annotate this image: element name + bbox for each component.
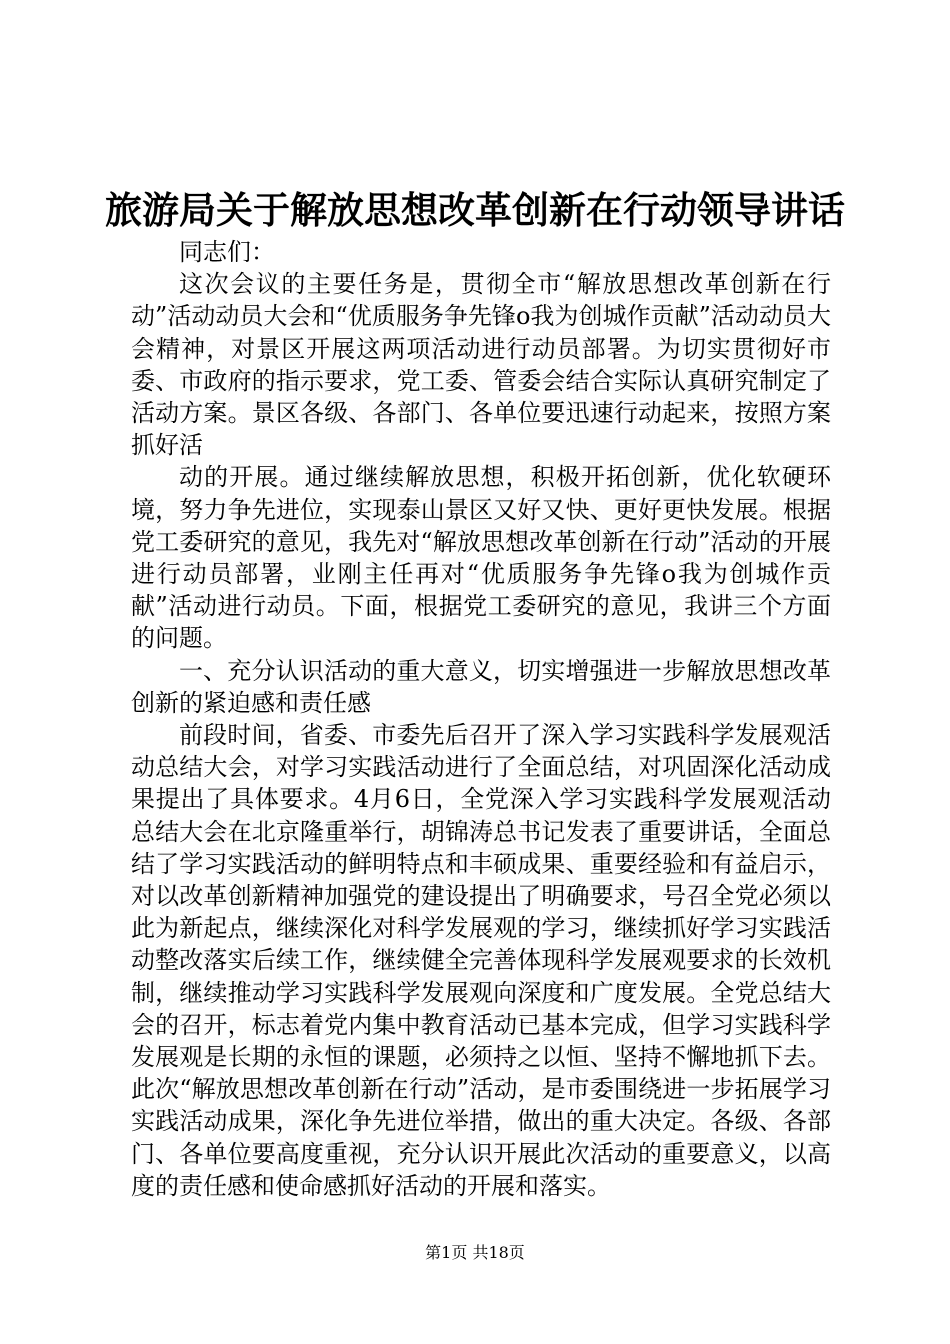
document-title: 旅游局关于解放思想改革创新在行动领导讲话 (105, 188, 845, 232)
body-paragraph: 动的开展。通过继续解放思想，积极开拓创新，优化软硬环境，努力争先进位，实现泰山景区又好又快、更好更快发展。根据党工委研究的意见，我先对“解放思想改革创新在行动”活动的开展进行动员部署，业刚主任再对“优质服务争先锋o我为创城作贡献”活动进行动员。下面，根据党工委研究的意见，我讲三个方面的问题。 (131, 463, 831, 653)
page-number-footer: 第1页 共18页 (425, 1243, 525, 1262)
salutation-paragraph: 同志们： (179, 238, 275, 266)
body-paragraph: 前段时间，省委、市委先后召开了深入学习实践科学发展观活动总结大会，对学习实践活动进行了全面总结，对巩固深化活动成果提出了具体要求。4月6日，全党深入学习实践科学发展观活动总结大会在北京隆重举行，胡锦涛总书记发表了重要讲话，全面总结了学习实践活动的鲜明特点和丰硕成果、重要经验和有益启示，对以改革创新精神加强党的建设提出了明确要求，号召全党必须以此为新起点，继续深化对科学发展观的学习，继续抓好学习实践活动整改落实后续工作，继续健全完善体现科学发展观要求的长效机制，继续推动学习实践科学发展观向深度和广度发展。全党总结大会的召开，标志着党内集中教育活动已基本完成，但学习实践科学发展观是长期的永恒的课题，必须持之以恒、坚持不懈地抓下去。此次“解放思想改革创新在行动”活动，是市委围绕进一步拓展学习实践活动成果，深化争先进位举措，做出的重大决定。各级、各部门、各单位要高度重视，充分认识开展此次活动的重要意义，以高度的责任感和使命感抓好活动的开展和落实。 (131, 721, 831, 1200)
document-body (131, 236, 831, 1202)
body-paragraph: 这次会议的主要任务是，贯彻全市“解放思想改革创新在行动”活动动员大会和“优质服务争先锋o我为创城作贡献”活动动员大会精神，对景区开展这两项活动进行动员部署。为切实贯彻好市委、市政府的指示要求，党工委、管委会结合实际认真研究制定了活动方案。景区各级、各部门、各单位要迅速行动起来，按照方案抓好活 (131, 270, 831, 460)
section-heading: 一、充分认识活动的重大意义，切实增强进一步解放思想改革创新的紧迫感和责任感 (131, 656, 831, 717)
